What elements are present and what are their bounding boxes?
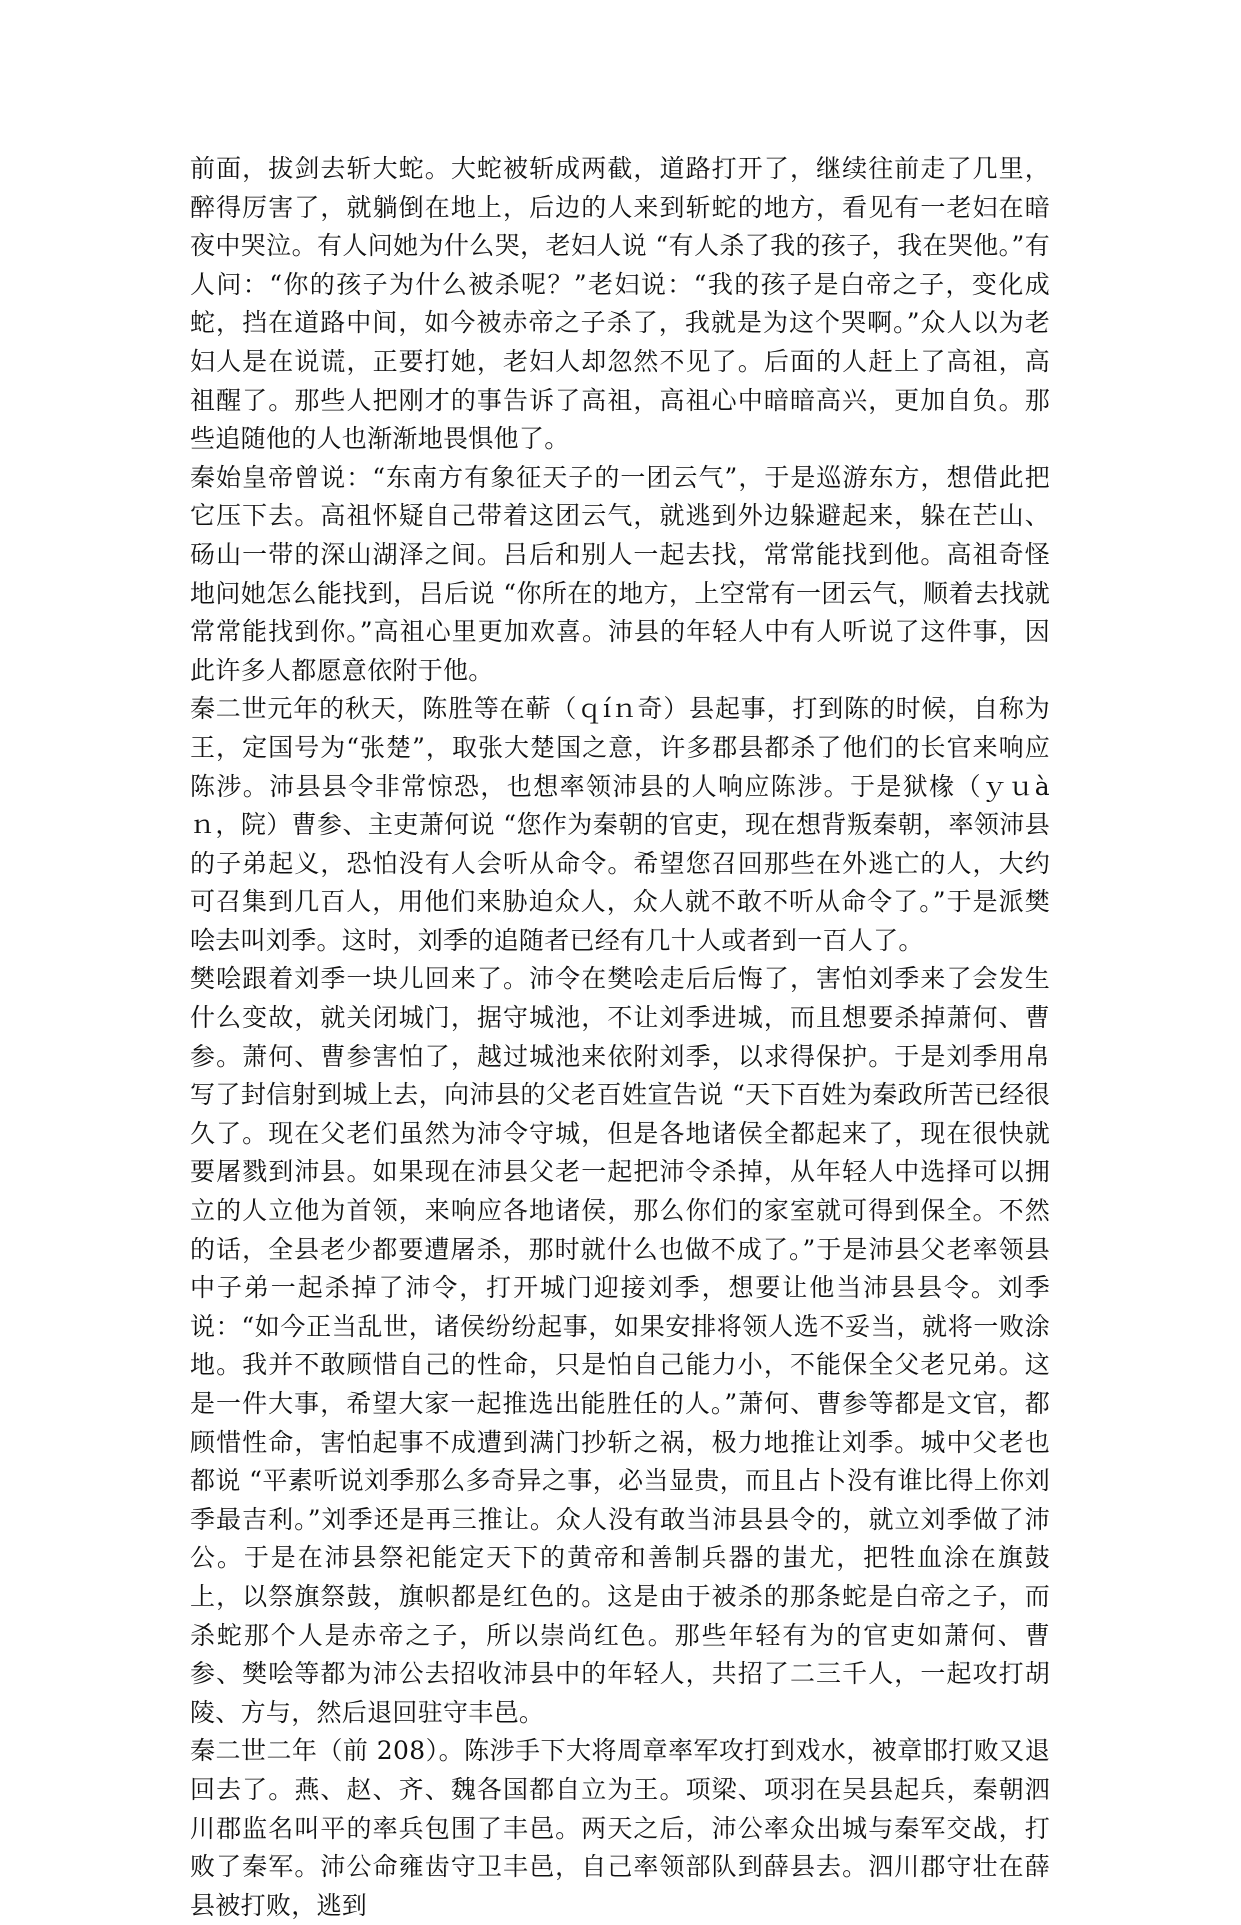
document-page xyxy=(190,150,1050,1925)
paragraph-second-year: 秦二世二年（前 208）。陈涉手下大将周章率军攻打到戏水，被章邯打败又退回去了。燕、赵、齐、魏各国都自立为王。项梁、项羽在吴县起兵，秦朝泗川郡监名叫平的率兵包围了丰邑。两天之后，沛公率众出城与秦军交战，打败了秦军。沛公命雍齿守卫丰邑，自己率领部队到薛县去。泗川郡守壮在薛县被打败，逃到 xyxy=(190,1736,1050,1920)
paragraph-snake-slaying: 前面，拔剑去斩大蛇。大蛇被斩成两截，道路打开了，继续往前走了几里，醉得厉害了，就躺倒在地上，后边的人来到斩蛇的地方，看见有一老妇在暗夜中哭泣。有人问她为什么哭，老妇人说 “有人杀了我的孩子，我在哭他。”有人问：“你的孩子为什么被杀呢？”老妇说：“我的孩子是白帝之子，变化成蛇，挡在道路中间，如今被赤帝之子杀了，我就是为这个哭啊。”众人以为老妇人是在说谎，正要打她，老妇人却忽然不见了。后面的人赶上了高祖，高祖醒了。那些人把刚才的事告诉了高祖，高祖心中暗暗高兴，更加自负。那些追随他的人也渐渐地畏惧他了。 xyxy=(190,154,1050,454)
paragraph-cloud-qi: 秦始皇帝曾说：“东南方有象征天子的一团云气”，于是巡游东方，想借此把它压下去。高祖怀疑自己带着这团云气，就逃到外边躲避起来，躲在芒山、砀山一带的深山湖泽之间。吕后和别人一起去找，常常能找到他。高祖奇怪地问她怎么能找到，吕后说 “你所在的地方，上空常有一团云气，顺着去找就常常能找到你。”高祖心里更加欢喜。沛县的年轻人中有人听说了这件事，因此许多人都愿意依附于他。 xyxy=(190,462,1050,685)
paragraph-pei-gong: 樊哙跟着刘季一块儿回来了。沛令在樊哙走后后悔了，害怕刘季来了会发生什么变故，就关闭城门，据守城池，不让刘季进城，而且想要杀掉萧何、曹参。萧何、曹参害怕了，越过城池来依附刘季，以求得保护。于是刘季用帛写了封信射到城上去，向沛县的父老百姓宣告说 “天下百姓为秦政所苦已经很久了。现在父老们虽然为沛令守城，但是各地诸侯全都起来了，现在很快就要屠戮到沛县。如果现在沛县父老一起把沛令杀掉，从年轻人中选择可以拥立的人立他为首领，来响应各地诸侯，那么你们的家室就可得到保全。不然的话，全县老少都要遭屠杀，那时就什么也做不成了。”于是沛县父老率领县中子弟一起杀掉了沛令，打开城门迎接刘季，想要让他当沛县县令。刘季说：“如今正当乱世，诸侯纷纷起事，如果安排将领人选不妥当，就将一败涂地。我并不敢顾惜自己的性命，只是怕自己能力小，不能保全父老兄弟。这是一件大事，希望大家一起推选出能胜任的人。”萧何、曹参等都是文官，都顾惜性命，害怕起事不成遭到满门抄斩之祸，极力地推让刘季。城中父老也都说 “平素听说刘季那么多奇异之事，必当显贵，而且占卜没有谁比得上你刘季最吉利。”刘季还是再三推让。众人没有敢当沛县县令的，就立刘季做了沛公。于是在沛县祭祀能定天下的黄帝和善制兵器的蚩尤，把牲血涂在旗鼓上，以祭旗祭鼓，旗帜都是红色的。这是由于被杀的那条蛇是白帝之子，而杀蛇那个人是赤帝之子，所以崇尚红色。那些年轻有为的官吏如萧何、曹参、樊哙等都为沛公去招收沛县中的年轻人，共招了二三千人，一起攻打胡陵、方与，然后退回驻守丰邑。 xyxy=(190,964,1050,1727)
paragraph-chen-sheng-uprising: 秦二世元年的秋天，陈胜等在蕲（ｑíｎ奇）县起事，打到陈的时候，自称为王，定国号为“张楚”，取张大楚国之意，许多郡县都杀了他们的长官来响应陈涉。沛县县令非常惊恐，也想率领沛县的人响应陈涉。于是狱椽（ｙｕàｎ，院）曹参、主吏萧何说 “您作为秦朝的官吏，现在想背叛秦朝，率领沛县的子弟起义，恐怕没有人会听从命令。希望您召回那些在外逃亡的人，大约可召集到几百人，用他们来胁迫众人，众人就不敢不听从命令了。”于是派樊哙去叫刘季。这时，刘季的追随者已经有几十人或者到一百人了。 xyxy=(190,694,1050,955)
